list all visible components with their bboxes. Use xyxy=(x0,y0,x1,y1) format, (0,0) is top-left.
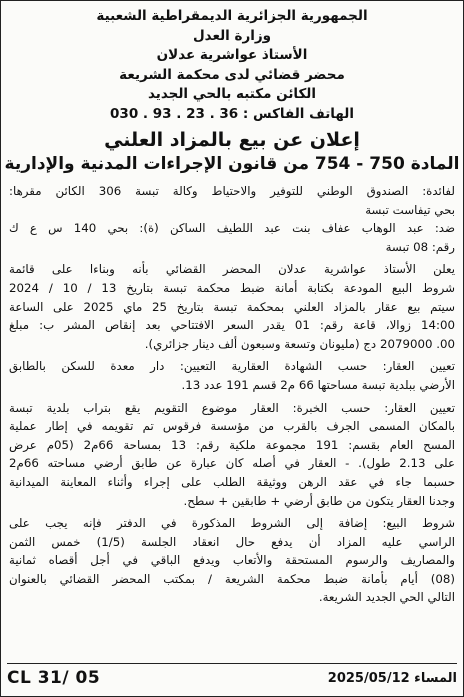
republic-name: الجمهورية الجزائرية الديمقراطية الشعبية xyxy=(96,8,368,24)
notary-name: الأستاذ عواشرية عدلان xyxy=(156,47,308,63)
body-line: التالي الحي الجديد الشريعة. xyxy=(318,590,455,605)
body-line: حسبما جاء في عقد الرهن ووثيقة الطلب على إجراء وأثناء المعاينة الميدانية xyxy=(9,474,455,489)
body-line: وجدنا العقار يتكون من طابق أرضي + طابقين + سطح. xyxy=(183,493,455,508)
body-line: 14:00 زوالا، قاعة رقم: 01 يقدر السعر الافتتاحي بعد إنقاص المشر ب: مبلغ xyxy=(9,318,455,333)
reference-code: CL 31/ 05 xyxy=(7,668,101,688)
notice-title: إعلان عن بيع بالمزاد العلني xyxy=(104,129,360,151)
body-line: شروط البيع المودعة بكتابة أمانة ضبط محكمة تبسة بتاريخ 13 / 10 / 2024 xyxy=(9,280,455,295)
body-line: على 2.13 طول). - العقار في أصله كان عبارة عن طابق أرضي مساحته 66م2 xyxy=(9,456,455,471)
body-line: ضد: عبد الوهاب عفاف بنت عبد اللطيف الساكن (ة): بحي 140 س ع ك xyxy=(9,221,455,236)
body-line: يعلن الأستاذ عواشرية عدلان المحضر القضائي بأنه وبناءا على قائمة xyxy=(9,262,455,277)
body-line: (08) أيام بأمانة ضبط محكمة الشريعة / بمكتب المحضر القضائي بالعنوان xyxy=(9,571,455,586)
body-line: بالمكان المسمى الجرف بالقرب من مؤسسة فرقوس تم تقويمه في إطار عملية xyxy=(9,419,455,434)
office-address: الكائن مكتبه بالحي الجديد xyxy=(147,86,317,102)
body-line: والمصاريف والرسوم المستحقة والأتعاب ويدفع الباقي في أجل أقصاه ثمانية xyxy=(9,553,455,568)
body-line: الراسي عليه المزاد أن يدفع حال انعقاد الجلسة (1/5) خمس الثمن xyxy=(9,534,455,549)
notice-subtitle: المادة 750 - 754 من قانون الإجراءات المدنية والإدارية xyxy=(4,154,460,174)
footer xyxy=(7,663,457,692)
body-line: بحي تيفاست تبسة xyxy=(365,202,455,217)
office-title: محضر قضائي لدى محكمة الشريعة xyxy=(119,66,345,83)
body-line: لفائدة: الصندوق الوطني للتوفير والاحتياط وكالة تبسة 306 الكائن مقرها: xyxy=(9,184,455,198)
body-line: 00. 2079000 دج (مليونان وتسعة وسبعون ألف دينار جزائري). xyxy=(144,336,455,351)
body-line: رقم: 08 تبسة xyxy=(385,239,455,254)
publication-date: المساء 2025/05/12 xyxy=(327,670,457,686)
ministry-name: وزارة العدل xyxy=(192,27,272,44)
body-line: سيتم بيع عقار بالمزاد العلني بمحكمة تبسة بتاريخ 25 ماي 2025 على الساعة xyxy=(9,299,455,314)
notice-body xyxy=(1,182,463,607)
body-line: تعيين العقار: حسب الشهادة العقارية التعيين: دار معدة للسكن بالطابق xyxy=(9,359,455,374)
body-line: تعيين العقار: حسب الخبرة: العقار موضوع التقويم يقع بتراب بلدية تبسة xyxy=(9,400,455,415)
phone-fax: الهاتف الفاكس : 36 . 23 . 93 . 030 xyxy=(110,105,354,122)
body-line: شروط البيع: إضافة إلى الشروط المذكورة في الدفتر فإنه يجب على xyxy=(9,516,455,531)
letterhead xyxy=(1,7,463,124)
body-line: الأرضي ببلدية تبسة مساحتها 66 م2 قسم 191 عدد 13. xyxy=(181,377,455,392)
body-line: المسح العام بقسم: 191 مجموعة ملكية رقم: 13 بمساحة 66م2 (05م عرض xyxy=(9,437,455,452)
